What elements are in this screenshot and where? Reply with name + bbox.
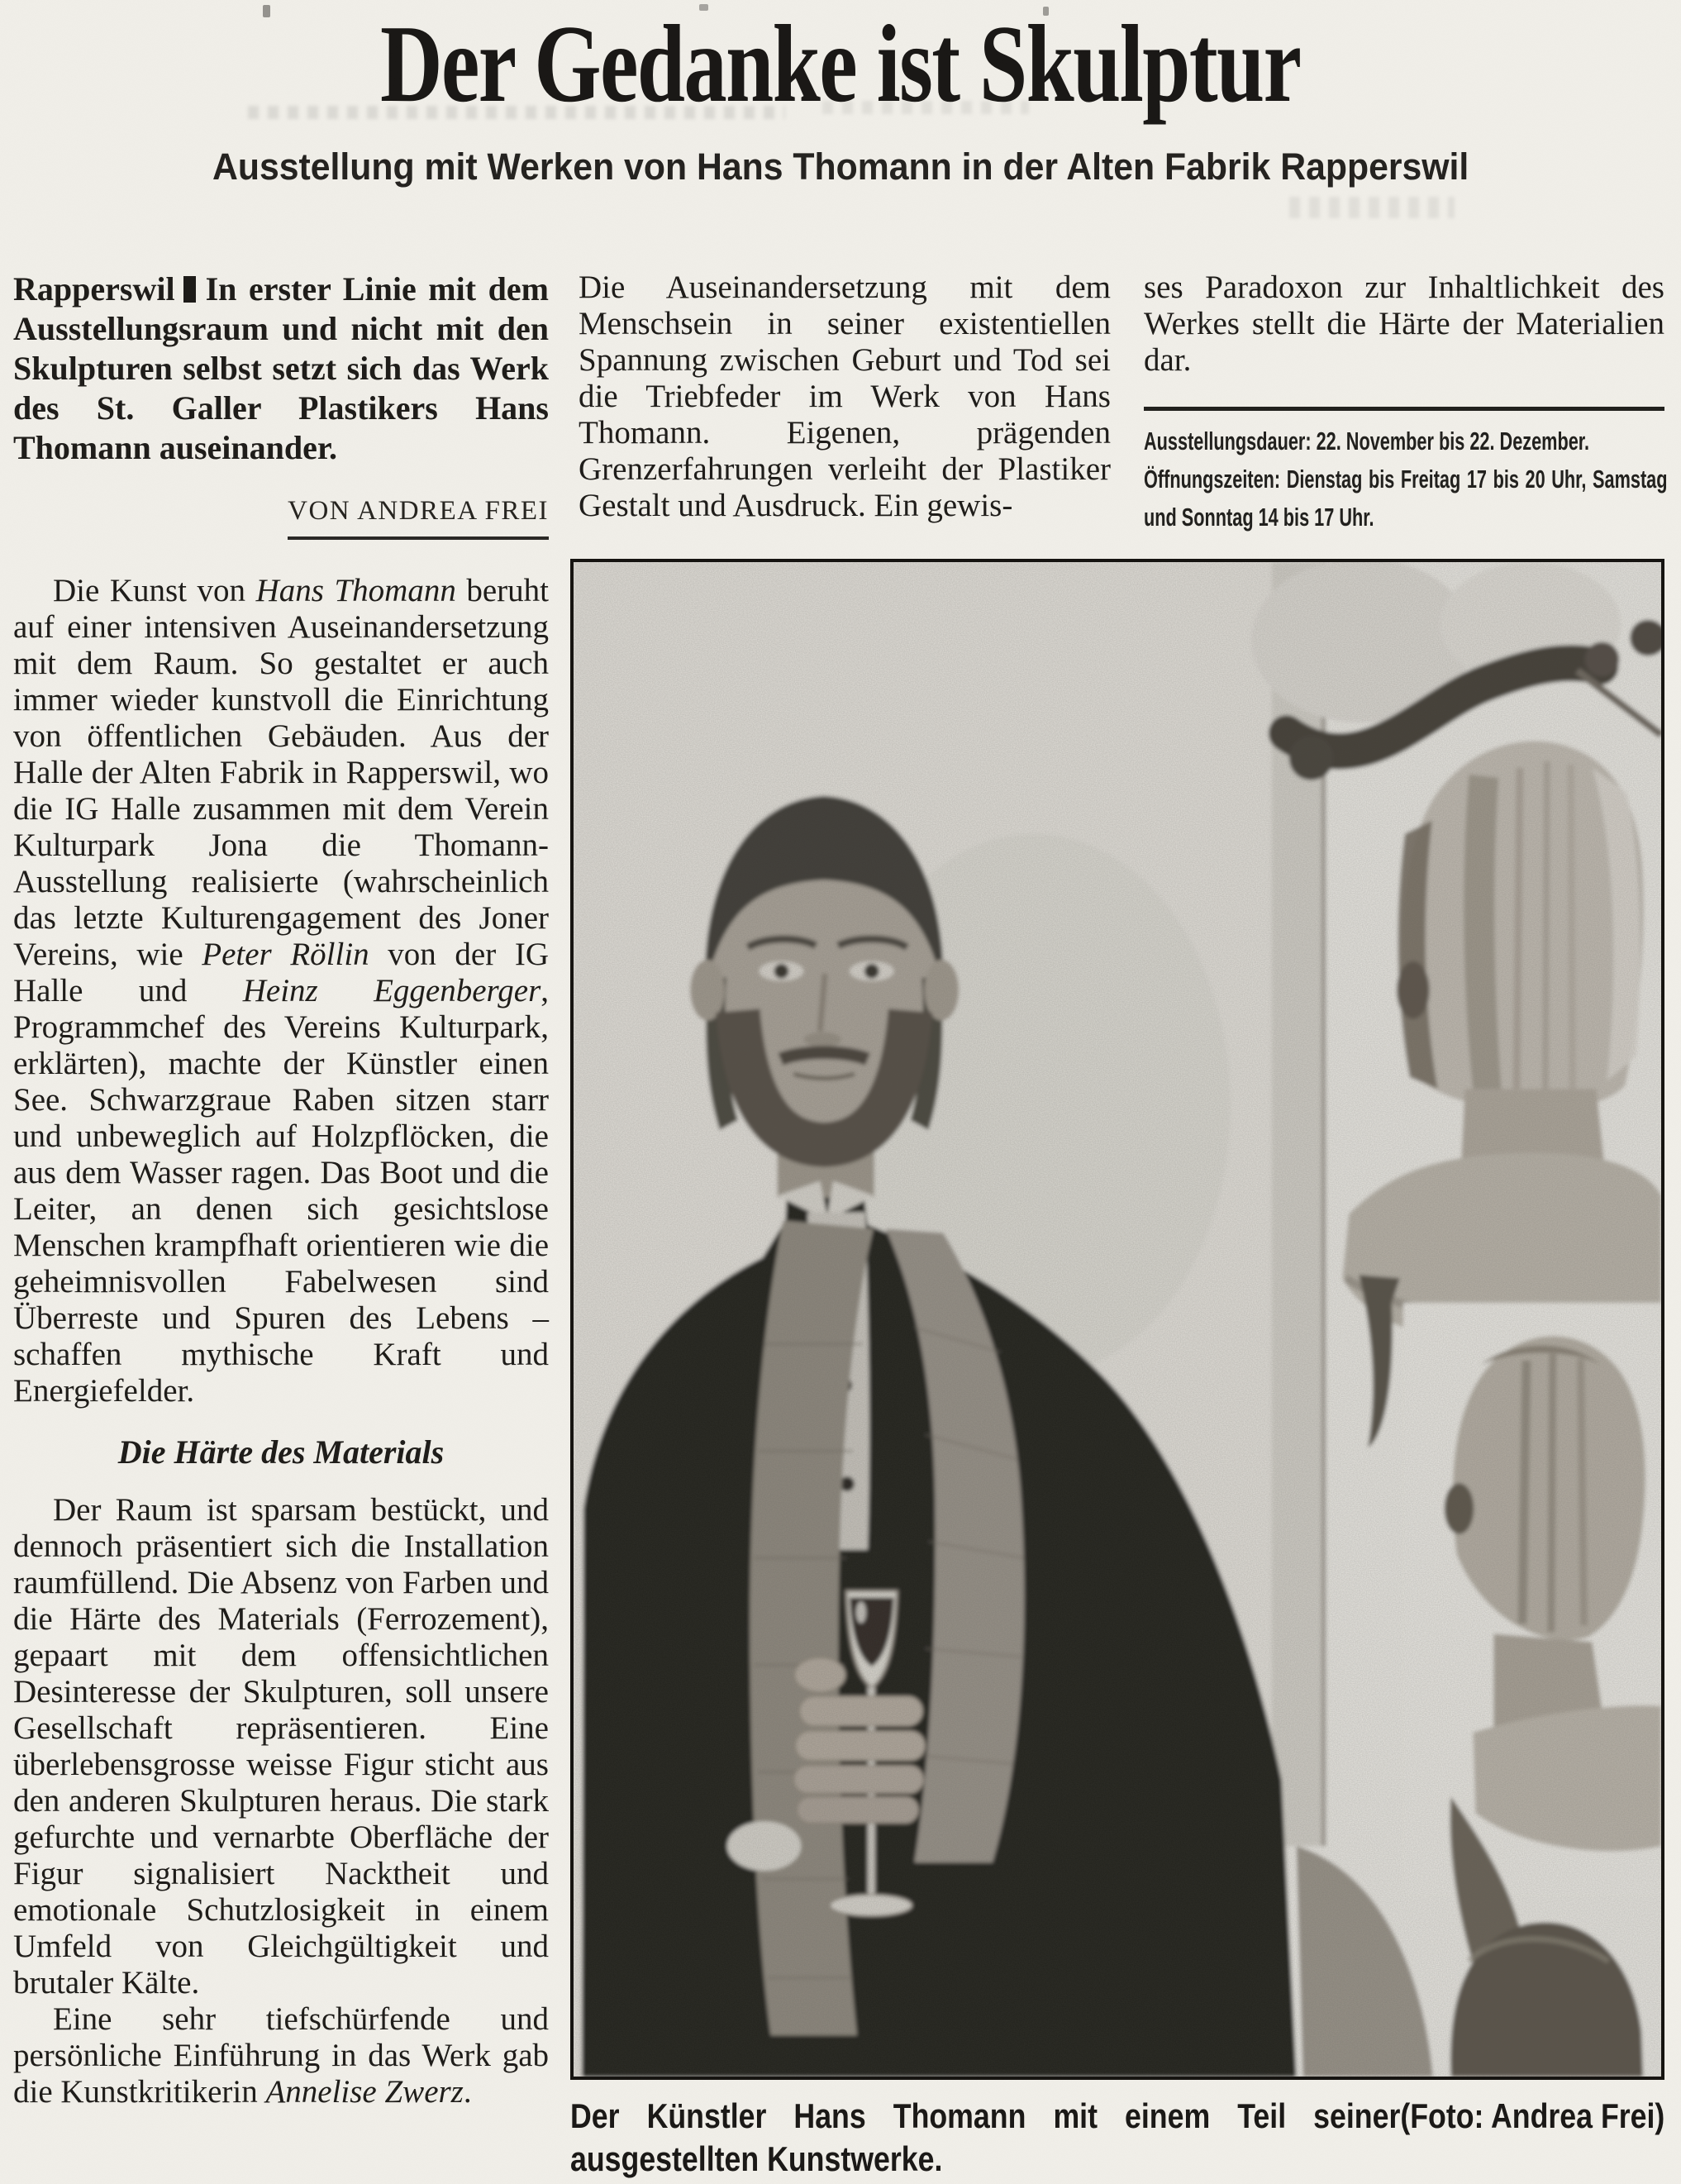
paragraph-text: beruht auf einer intensiven Auseinandersetzung mit dem Raum. So gestaltet er auch immer wieder kunstvoll die Einrichtung von öffentlichen Gebäuden. Aus der Halle der Alten Fabrik in Rapperswil, wo die IG Halle zusammen mit dem Verein Kulturpark Jona die Thomann-Ausstellung realisierte (wahrscheinlich das letzte Kulturengagement des Joner Vereins, wie: [13, 573, 549, 972]
exhibition-infobox: [1144, 407, 1668, 536]
artist-name-emphasis: Hans Thomann: [255, 573, 456, 608]
body-paragraph-1: [13, 573, 549, 1409]
byline-row: [13, 491, 549, 540]
paragraph-text: , Programmchef des Vereins Kulturpark, erklärten), machte der Künstler einen See. Schwarzgraue Raben sitzen starr und unbeweglich auf Holzpflöcken, die aus dem Wasser ragen. Das Boot und die Leiter, an denen sich gesichtslose Menschen krampfhaft orientieren wie die geheimnisvollen Fabelwesen sind Überreste und Spuren des Lebens – schaffen mythische Kraft und Energiefelder.: [13, 973, 549, 1409]
paragraph-text: Eine sehr tiefschürfende und persönliche Einführung in das Werk gab die Kunstkritikerin: [13, 2001, 549, 2110]
article-subheadline: Ausstellung mit Werken von Hans Thomann in der Alten Fabrik Rapperswil: [212, 145, 1469, 188]
body-paragraph-5: ses Paradoxon zur Inhaltlichkeit des Werkes stellt die Härte der Materialien dar.: [1144, 269, 1664, 378]
paragraph-text: Die Kunst von: [53, 573, 256, 608]
print-bleed-artifact: [248, 106, 785, 119]
ink-speck: [699, 4, 708, 11]
column-middle: [579, 269, 1111, 524]
photo-caption: [570, 2095, 1664, 2181]
lead-location: Rapperswil: [13, 270, 175, 308]
body-paragraph-2: Der Raum ist sparsam bestückt, und dennoch präsentiert sich die Installation raumfüllend. Die Absenz von Farben und die Härte des Materials (Ferrozement), gepaart mit dem offensichtlichen Desinteresse der Skulpturen, soll unsere Gesellschaft repräsentieren. Eine überlebensgrosse weisse Figur sticht aus den anderen Skulpturen heraus. Die stark gefurchte und vernarbte Oberfläche der Figur signalisiert Nacktheit und emotionale Schutzlosigkeit in einem Umfeld von Gleichgültigkeit und brutaler Kälte.: [13, 1492, 549, 2000]
exhibition-hours: Öffnungszeiten: Dienstag bis Freitag 17 bis 20 Uhr, Samstag und Sonntag 14 bis 17 Uhr.: [1144, 465, 1668, 532]
photo-caption-text: Der Künstler Hans Thomann mit einem Teil seiner ausgestellten Kunstwerke.: [570, 2096, 1401, 2178]
photo-grain: [574, 562, 1661, 2077]
print-bleed-artifact: [822, 101, 1029, 114]
article-headline: Der Gedanke ist Skulptur: [380, 2, 1301, 125]
body-paragraph-3: [13, 2001, 549, 2110]
crosshead: Die Härte des Materials: [117, 1433, 445, 1471]
subheadline-row: [0, 145, 1681, 188]
caption-row: [570, 2095, 1664, 2181]
ink-speck: [263, 5, 270, 17]
lead-marker-glyph: [183, 276, 196, 303]
print-bleed-artifact: [1289, 197, 1455, 218]
exhibition-duration: Ausstellungsdauer: 22. November bis 22. Dezember.: [1144, 427, 1590, 455]
lead-text: In erster Linie mit dem Ausstellungsraum und nicht mit den Skulpturen selbst setzt sich das Werk des St. Galler Plastikers Hans Thomann auseinander.: [13, 270, 549, 466]
ink-speck: [1043, 7, 1049, 16]
body-paragraph-4: Die Auseinandersetzung mit dem Menschsein in seiner existentiellen Spannung zwischen Geburt und Tod sei die Triebfeder im Werk von Hans Thomann. Eigenen, prägenden Grenzerfahrungen verleiht der Plastiker Gestalt und Ausdruck. Ein gewis-: [579, 269, 1111, 523]
exhibition-infobox-text: [1144, 422, 1668, 536]
article-photo-art: [574, 562, 1661, 2077]
byline: VON ANDREA FREI: [288, 493, 549, 540]
paragraph-text: .: [463, 2074, 472, 2110]
critic-name-emphasis: Annelise Zwerz: [265, 2074, 464, 2110]
lead-paragraph: [13, 269, 549, 468]
column-left: [13, 269, 549, 2110]
person-name-emphasis: Heinz Eggenberger: [242, 973, 541, 1009]
column-right: [1144, 269, 1668, 536]
person-name-emphasis: Peter Röllin: [202, 937, 369, 972]
paragraph-text: von der IG Halle und: [13, 937, 549, 1009]
photo-credit: (Foto: Andrea Frei): [1400, 2096, 1665, 2135]
article-photo: [570, 559, 1664, 2080]
